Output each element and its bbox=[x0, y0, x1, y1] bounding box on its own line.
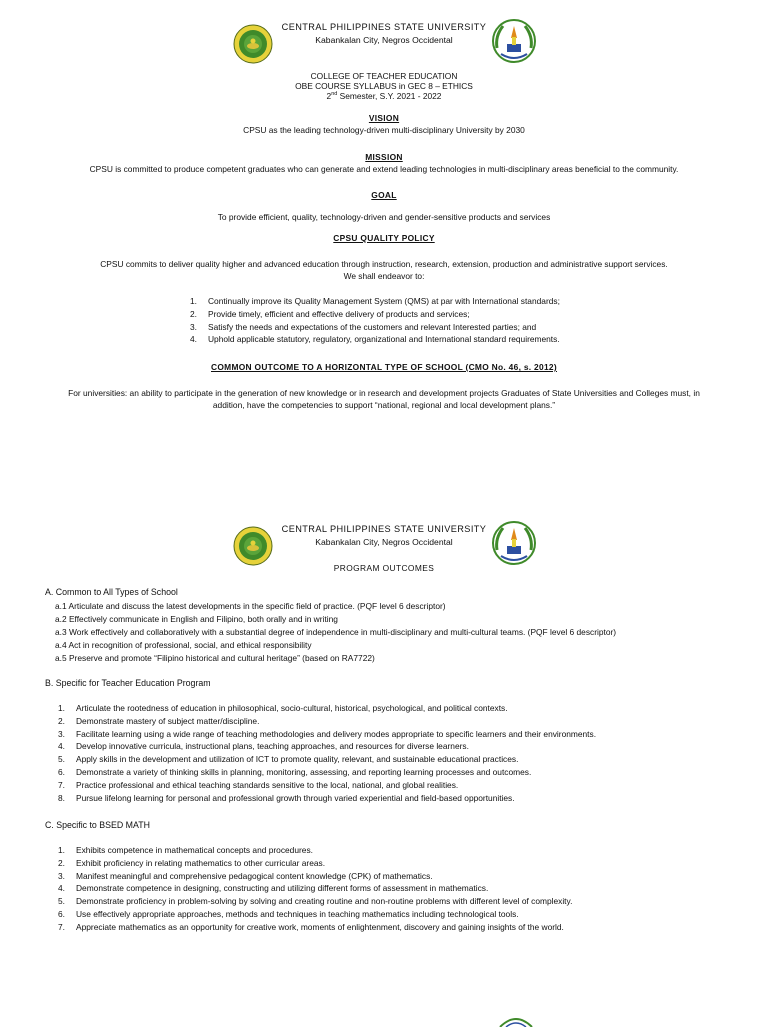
mission-text: CPSU is committed to produce competent graduates who can generate and extend leading technologies in multi-disciplinary areas beneficial to the community. bbox=[89, 164, 679, 174]
section-b-heading: B. Specific for Teacher Education Program bbox=[45, 678, 211, 688]
document-page: CENTRAL PHILIPPINES STATE UNIVERSITY Kabankalan City, Negros Occidental COLLEGE OF TEACHER EDUCATION OBE COURSE SYLLABUS in GEC 8 – ETHICS 2nd Semester, S.Y. 2021 - 2022 VISION CPSU as the leading technology-driven multi-disciplinary University by 2030 MISSION CPSU is committed to produce competent graduates who can generate and extend leading technologies in multi-disciplinary areas beneficial to the community. GOAL To provide efficient, quality, technology-driven and gender-sensitive products and services CPSU QUALITY POLICY CPSU commits to deliver quality higher and advanced education through instruction, research, extension, production and administrative support services. We shall endeavor to: 1. Continually improve its Quality Management System (QMS) at par with International standards; 2. Provide timely, efficient and effective delivery of products and services; 3. Satisfy the needs and expectations of the customers and relevant Interested parties; and 4. Uphold applicable statutory, regulatory, organizational and International standard requirements. COMMON OUTCOME TO A HORIZONTAL TYPE OF SCHOOL (CMO No. 46, s. 2012) For universities: an ability to participate in the generation of new knowledge or in research and development projects Graduates of State Universities and Colleges must, in addition, have the competencies to support “national, regional and local development plans.” CENTRAL PHILIPPINES STATE UNIVERSITY Kabankalan City, Negros Occidental PROGRAM OUTCOMES A. Common to All Types of School a.1 Articulate and discuss the latest developments in the specific field of practice. (PQF level 6 descriptor) a.2 Effectively communicate in English and Filipino, both orally and in writing a.3 Work effectively and collaboratively with a substantial degree of independence in multi-disciplinary and multi-cultural teams. (PQF level 6 descriptor) a.4 Act in recognition of professional, social, and ethical responsibility a.5 Preserve and promote “Filipino historical and cultural heritage” (based on RA7722) B. Specific for Teacher Education Program 1. Articulate the rootedness of education in philosophical, socio-cultural, historical, psychological, and political contexts. 2. Demonstrate mastery of subject matter/discipline. 3. Facilitate learning using a wide range of teaching methodologies and delivery modes appropriate to specific learners and their environments. 4. Develop innovative curricula, instructional plans, teaching approaches, and resources for diverse learners. 5. Apply skills in the development and utilization of ICT to promote quality, relevant, and sustainable educational practices. 6. Demonstrate a variety of thinking skills in planning, monitoring, assessing, and reporting learning processes and outcomes. 7. Practice professional and ethical teaching standards sensitive to the local, national, and global realities. 8. Pursue lifelong learning for personal and professional growth through varied experiential and field-based opportunities. C. Specific to BSED MATH 1. Exhibits competence in mathematical concepts and procedures. 2. Exhibit proficiency in relating mathematics to other curricular areas. 3. Manifest meaningful and comprehensive pedagogical content knowledge (CPK) of mathematics. 4. Demonstrate competence in designing, constructing and utilizing different forms of assessment in mathematics. 5. Demonstrate proficiency in problem-solving by solving and creating routine and non-routine problems with different level of complexity. 6. Use effectively appropriate approaches, methods and techniques in teaching mathematics including technological tools. 7. Appreciate mathematics as an opportunity for creative work, moments of enlightenment, discovery and gaining insights of the world. bbox=[0, 0, 768, 1024]
college-seal-right-icon bbox=[491, 520, 537, 566]
quality-policy-heading: CPSU QUALITY POLICY bbox=[333, 233, 435, 243]
list-item: a.3 Work effectively and collaboratively with a substantial degree of independence in multi-disciplinary and multi-cultural teams. (PQF level 6 descriptor) bbox=[55, 627, 617, 637]
section-c-heading: C. Specific to BSED MATH bbox=[45, 820, 150, 830]
university-header-2 bbox=[0, 524, 768, 568]
goal-heading: GOAL bbox=[371, 190, 397, 200]
university-name: CENTRAL PHILIPPINES STATE UNIVERSITY bbox=[281, 22, 487, 32]
list-item: a.2 Effectively communicate in English and Filipino, both orally and in writing bbox=[55, 614, 338, 624]
university-name: CENTRAL PHILIPPINES STATE UNIVERSITY bbox=[281, 524, 487, 534]
university-header bbox=[0, 22, 768, 66]
vision-heading: VISION bbox=[368, 113, 400, 123]
list-item: a.5 Preserve and promote “Filipino historical and cultural heritage” (based on RA7722) bbox=[55, 653, 375, 663]
vision-text: CPSU as the leading technology-driven multi-disciplinary University by 2030 bbox=[243, 125, 525, 135]
common-outcome-heading: COMMON OUTCOME TO A HORIZONTAL TYPE OF SCHOOL (CMO No. 46, s. 2012) bbox=[211, 362, 557, 372]
syllabus-title: OBE COURSE SYLLABUS in GEC 8 – ETHICS bbox=[295, 81, 473, 91]
goal-text: To provide efficient, quality, technology-driven and gender-sensitive products and services bbox=[217, 212, 551, 222]
program-outcomes-title: PROGRAM OUTCOMES bbox=[333, 563, 435, 573]
list-item: a.4 Act in recognition of professional, social, and ethical responsibility bbox=[55, 640, 312, 650]
list-item: a.1 Articulate and discuss the latest developments in the specific field of practice. (PQF level 6 descriptor) bbox=[55, 601, 446, 611]
section-a-list bbox=[55, 600, 616, 665]
university-city: Kabankalan City, Negros Occidental bbox=[315, 537, 453, 547]
common-outcome-line-2: addition, have the competencies to support “national, regional and local development plans.” bbox=[212, 400, 556, 410]
section-a-heading: A. Common to All Types of School bbox=[45, 587, 178, 597]
mission-heading: MISSION bbox=[365, 152, 403, 162]
college-seal-right-icon bbox=[491, 18, 537, 64]
college-title: COLLEGE OF TEACHER EDUCATION bbox=[310, 71, 458, 81]
quality-policy-endeavor: We shall endeavor to: bbox=[343, 271, 425, 281]
college-seal-partial-icon bbox=[496, 1017, 536, 1027]
semester-line: 2nd Semester, S.Y. 2021 - 2022 bbox=[326, 91, 442, 101]
quality-policy-text: CPSU commits to deliver quality higher and advanced education through instruction, research, extension, production and administrative support services. bbox=[100, 259, 668, 269]
university-city: Kabankalan City, Negros Occidental bbox=[315, 35, 453, 45]
common-outcome-line-1: For universities: an ability to participate in the generation of new knowledge or in research and development projects Graduates of State Universities and Colleges must, in bbox=[68, 388, 700, 398]
